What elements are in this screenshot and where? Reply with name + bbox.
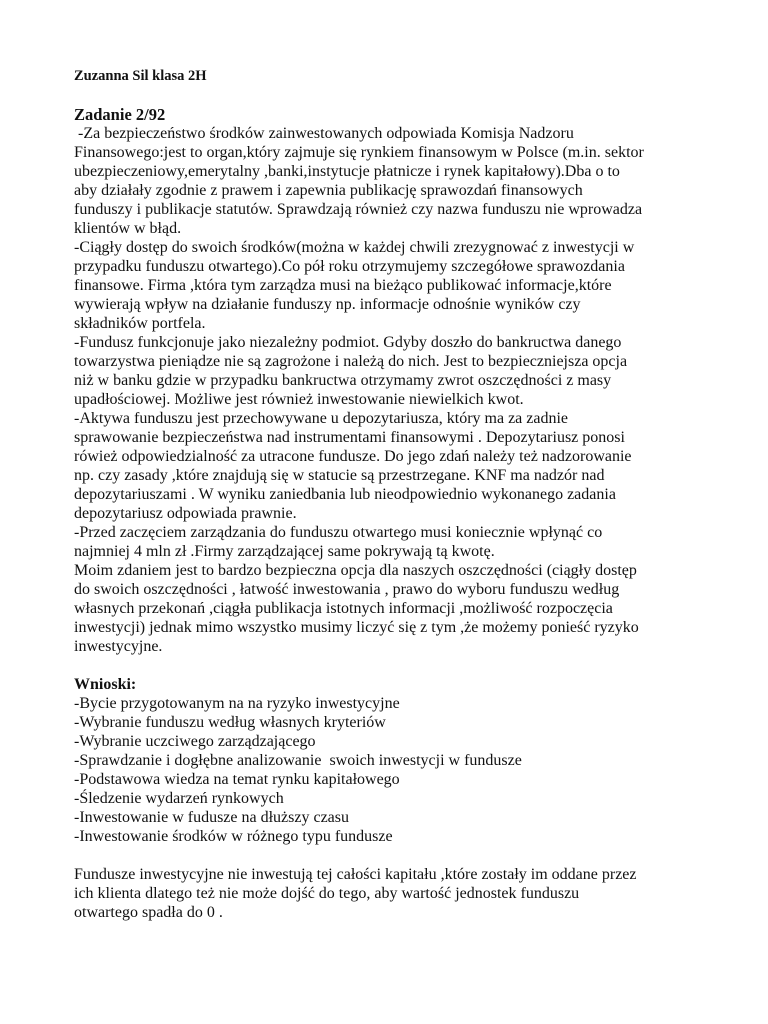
body-line: składników portfela. bbox=[74, 315, 206, 332]
document-page bbox=[74, 67, 704, 922]
conclusions-list bbox=[74, 694, 704, 846]
body-line: wywierają wpływ na działanie funduszy np. informacje odnośnie wyników czy bbox=[74, 296, 581, 313]
body-line: inwestycyjne. bbox=[74, 638, 163, 655]
body-line: -Fundusz funkcjonuje jako niezależny podmiot. Gdyby doszło do bankructwa danego bbox=[74, 334, 622, 351]
conclusion-item: -Sprawdzanie i dogłębne analizowanie swoich inwestycji w fundusze bbox=[74, 752, 522, 769]
body-line: np. czy zasady ,które znajdują się w statucie są przestrzegane. KNF ma nadzór nad bbox=[74, 467, 605, 484]
conclusion-item: -Wybranie uczciwego zarządzającego bbox=[74, 733, 316, 750]
final-paragraph bbox=[74, 865, 704, 922]
conclusion-item: -Bycie przygotowanym na na ryzyko inwestycyjne bbox=[74, 695, 400, 712]
paragraph-spacer bbox=[74, 656, 704, 675]
body-line: niż w banku gdzie w przypadku bankructwa otrzymamy zwrot oszczędności z masy bbox=[74, 372, 612, 389]
conclusions-title: Wnioski: bbox=[74, 676, 137, 693]
body-line: rówież odpowiedzialność za utracone fundusze. Do jego zdań należy też nadzorowanie bbox=[74, 448, 632, 465]
conclusion-item: -Inwestowanie w fudusze na dłuższy czasu bbox=[74, 809, 350, 826]
body-line: Finansowego:jest to organ,który zajmuje się rynkiem finansowym w Polsce (m.in. sektor bbox=[74, 144, 644, 161]
body-line: depozytariusz odpowiada prawnie. bbox=[74, 505, 297, 522]
body-line: -Przed zaczęciem zarządzania do funduszu otwartego musi koniecznie wpłynąć co bbox=[74, 524, 603, 541]
conclusion-item: -Wybranie funduszu według własnych kryteriów bbox=[74, 714, 386, 731]
body-line: towarzystwa pieniądze nie są zagrożone i należą do nich. Jest to bezpieczniejsza opcja bbox=[74, 353, 628, 370]
body-line: -Aktywa funduszu jest przechowywane u depozytariusza, który ma za zadnie bbox=[74, 410, 569, 427]
body-line: -Ciągły dostęp do swoich środków(można w każdej chwili zrezygnować z inwestycji w bbox=[74, 239, 635, 256]
body-line: upadłościowej. Możliwe jest również inwestowanie niewielkich kwot. bbox=[74, 391, 524, 408]
body-line: aby działały zgodnie z prawem i zapewnia publikację sprawozdań finansowych bbox=[74, 182, 583, 199]
body-line: -Za bezpieczeństwo środków zainwestowanych odpowiada Komisja Nadzoru bbox=[74, 125, 574, 142]
author-header: Zuzanna Sil klasa 2H bbox=[74, 68, 207, 84]
body-line: sprawowanie bezpieczeństwa nad instrumentami finansowymi . Depozytariusz ponosi bbox=[74, 429, 625, 446]
body-line: inwestycji) jednak mimo wszystko musimy liczyć się z tym ,że możemy ponieść ryzyko bbox=[74, 619, 639, 636]
final-line: otwartego spadła do 0 . bbox=[74, 904, 223, 921]
body-line: depozytariuszami . W wyniku zaniedbania lub nieodpowiednio wykonanego zadania bbox=[74, 486, 616, 503]
main-body bbox=[74, 124, 704, 656]
task-title: Zadanie 2/92 bbox=[74, 105, 166, 124]
body-line: najmniej 4 mln zł .Firmy zarządzającej same pokrywają tą kwotę. bbox=[74, 543, 495, 560]
body-line: funduszy i publikacje statutów. Sprawdzają również czy nazwa funduszu nie wprowadza bbox=[74, 201, 643, 218]
conclusion-item: -Śledzenie wydarzeń rynkowych bbox=[74, 790, 284, 807]
final-line: Fundusze inwestycyjne nie inwestują tej całości kapitału ,które zostały im oddane przez bbox=[74, 866, 637, 883]
body-line: finansowe. Firma ,która tym zarządza musi na bieżąco publikować informacje,które bbox=[74, 277, 612, 294]
body-line: własnych przekonań ,ciągła publikacja istotnych informacji ,możliwość rozpoczęcia bbox=[74, 600, 613, 617]
body-line: ubezpieczeniowy,emerytalny ,banki,instytucje płatnicze i rynek kapitałowy).Dba o to bbox=[74, 163, 620, 180]
body-line: Moim zdaniem jest to bardzo bezpieczna opcja dla naszych oszczędności (ciągły dostęp bbox=[74, 562, 637, 579]
body-line: przypadku funduszu otwartego).Co pół roku otrzymujemy szczegółowe sprawozdania bbox=[74, 258, 625, 275]
final-line: ich klienta dlatego też nie może dojść do tego, aby wartość jednostek funduszu bbox=[74, 885, 580, 902]
conclusion-item: -Inwestowanie środków w różnego typu fundusze bbox=[74, 828, 393, 845]
body-line: do swoich oszczędności , łatwość inwestowania , prawo do wyboru funduszu według bbox=[74, 581, 620, 598]
body-line: klientów w błąd. bbox=[74, 220, 182, 237]
paragraph-spacer bbox=[74, 846, 704, 865]
conclusion-item: -Podstawowa wiedza na temat rynku kapitałowego bbox=[74, 771, 400, 788]
